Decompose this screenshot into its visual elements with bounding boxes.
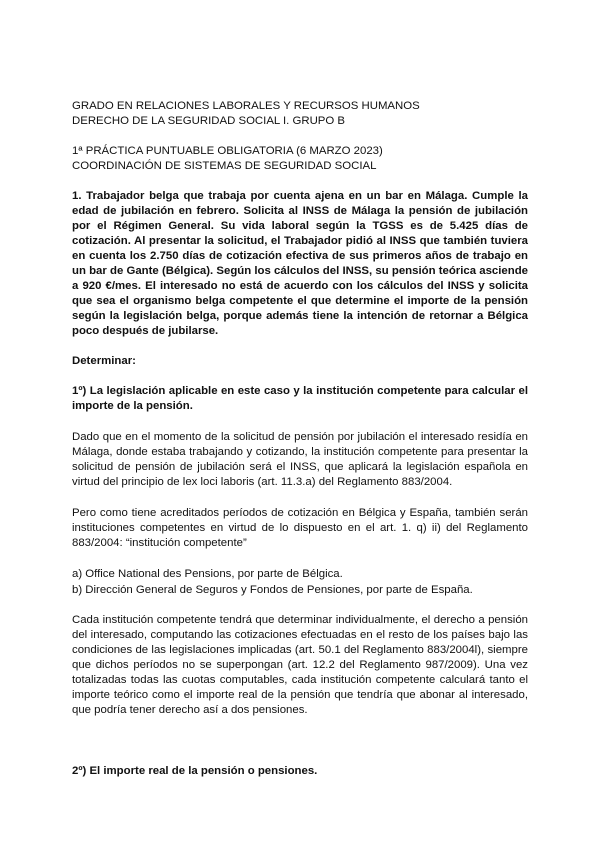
document-page [72, 99, 528, 779]
case-statement: 1. Trabajador belga que trabaja por cuenta ajena en un bar en Málaga. Cumple la edad de jubilación en febrero. Solicita al INSS de Málaga la pensión de jubilación por el Régimen General. Su vida laboral según la TGSS es de 5.425 días de cotización. Al presentar la solicitud, el Trabajador pidió al INSS que también tuviera en cuenta los 2.750 días de cotización efectiva de sus primeros años de trabajo en un bar de Gante (Bélgica). Según los cálculos del INSS, su pensión teórica asciende a 920 €/mes. El interesado no está de acuerdo con los cálculos del INSS y solicita que sea el organismo belga competente el que determine el importe de la pensión según la legislación belga, porque además tiene la intención de retornar a Bélgica poco después de jubilarse. [72, 190, 528, 337]
answer-1-paragraph-3: Cada institución competente tendrá que determinar individualmente, el derecho a pensión del interesado, computando las cotizaciones efectuadas en el resto de los países bajo las condiciones de las legislaciones implicadas (art. 50.1 del Reglamento 883/2004l), siempre que dichos períodos no se superpongan (art. 12.2 del Reglamento 987/2009). Una vez totalizadas todas las cuotas computables, cada institución competente calculará tanto el importe teórico como el importe real de la pensión que tendría que abonar al interesado, que podría tener derecho así a dos pensiones. [72, 614, 528, 716]
question-1-title: 1º) La legislación aplicable en este caso y la institución competente para calcular el importe de la pensión. [72, 385, 528, 412]
institution-spain: b) Dirección General de Seguros y Fondos de Pensiones, por parte de España. [72, 584, 473, 596]
header-course: DERECHO DE LA SEGURIDAD SOCIAL I. GRUPO B [72, 115, 346, 127]
determinar-heading: Determinar: [72, 355, 136, 367]
header-degree: GRADO EN RELACIONES LABORALES Y RECURSOS HUMANOS [72, 100, 420, 112]
practice-subtitle: COORDINACIÓN DE SISTEMAS DE SEGURIDAD SOCIAL [72, 160, 377, 172]
answer-1-paragraph-1: Dado que en el momento de la solicitud de pensión por jubilación el interesado residía en Málaga, donde estaba trabajando y cotizando, la institución competente para presentar la solicitud de pensión de jubilación será el INSS, que aplicará la legislación española en virtud del principio de lex loci laboris (art. 11.3.a) del Reglamento 883/2004. [72, 431, 528, 488]
institution-belgium: a) Office National des Pensions, por parte de Bélgica. [72, 568, 343, 580]
question-2-title: 2º) El importe real de la pensión o pensiones. [72, 765, 318, 777]
answer-1-paragraph-2: Pero como tiene acreditados períodos de cotización en Bélgica y España, también serán instituciones competentes en virtud de lo dispuesto en el art. 1. q) ii) del Reglamento 883/2004: “institución competente” [72, 507, 528, 549]
practice-title: 1ª PRÁCTICA PUNTUABLE OBLIGATORIA (6 MARZO 2023) [72, 145, 383, 157]
